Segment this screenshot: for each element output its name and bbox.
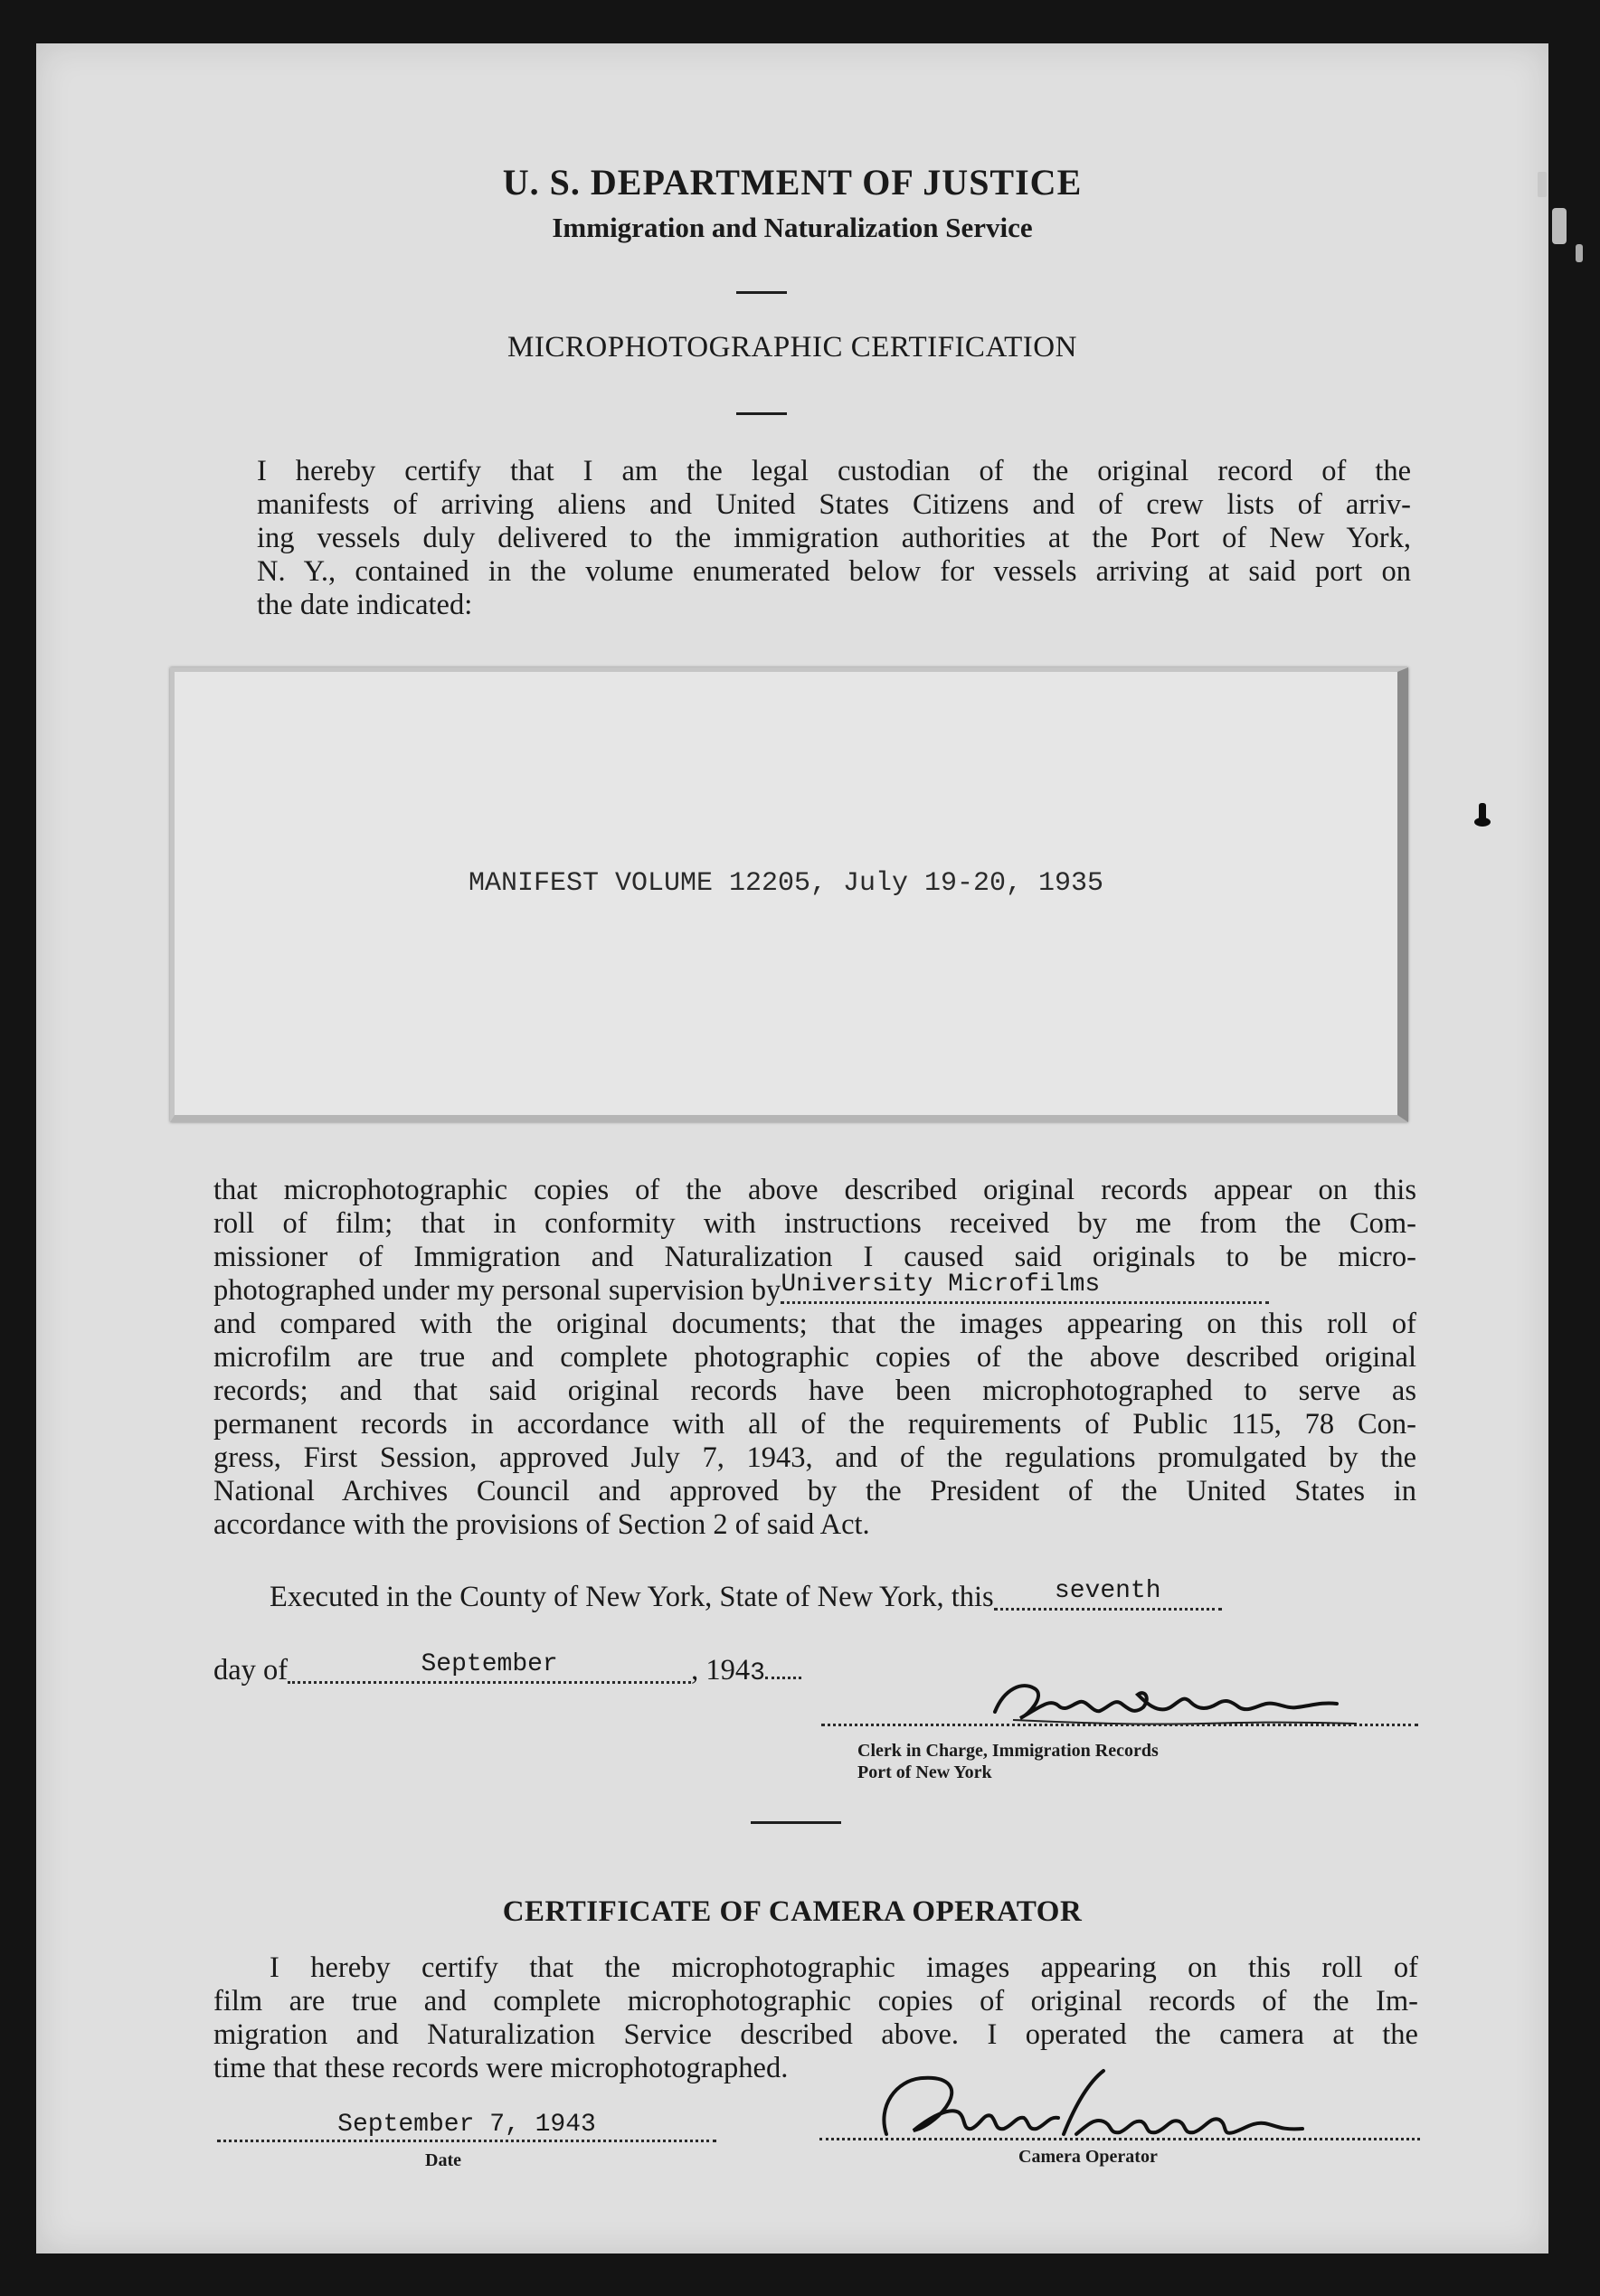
scan-speck — [1474, 817, 1491, 827]
executed-day: seventh — [1054, 1577, 1161, 1605]
year-dots — [765, 1649, 801, 1679]
executed-month: September — [421, 1650, 558, 1678]
microfilm-company-field — [781, 1271, 1269, 1304]
date-field — [217, 2107, 716, 2142]
body-line: gress, First Session, approved July 7, 1943, and of the regulations promulgated by the — [213, 1441, 1416, 1474]
executed-line — [270, 1577, 1222, 1614]
intro-line: the date indicated: — [257, 589, 473, 621]
executed-month-field — [288, 1650, 691, 1684]
body-line: records; and that said original records have been microphotographed to serve as — [213, 1375, 1416, 1407]
microfilm-company: University Microfilms — [781, 1271, 1101, 1299]
intro-line: manifests of arriving aliens and United States Citizens and of crew lists of arriv- — [257, 488, 1411, 521]
scan-speck — [1576, 244, 1583, 262]
body-line: missioner of Immigration and Naturalization I caused said originals to be micro- — [213, 1241, 1416, 1273]
supervision-prefix: photographed under my personal supervision by — [213, 1274, 781, 1307]
scan-speck — [1538, 172, 1547, 197]
intro-line: I hereby certify that I am the legal custodian of the original record of the — [257, 455, 1411, 487]
certification-title: MICROPHOTOGRAPHIC CERTIFICATION — [507, 331, 1077, 364]
operator-line: time that these records were microphotographed. — [213, 2052, 789, 2084]
clerk-title — [857, 1740, 1159, 1783]
scan-speck — [1552, 208, 1567, 244]
service-subheading: Immigration and Naturalization Service — [552, 212, 1033, 243]
divider-rule — [736, 412, 787, 415]
intro-line: ing vessels duly delivered to the immigration authorities at the Port of New York, — [257, 522, 1411, 554]
body-line: National Archives Council and approved by the President of the United States in — [213, 1475, 1416, 1507]
supervision-line — [213, 1271, 1416, 1308]
divider-rule — [751, 1821, 841, 1824]
day-of-label: day of — [213, 1654, 289, 1687]
certificate-page — [36, 43, 1548, 2253]
clerk-signature-line — [821, 1724, 1418, 1726]
body-line: that microphotographic copies of the above described original records appear on this — [213, 1174, 1416, 1206]
certification-body — [213, 1174, 1416, 1542]
volume-insert-card — [170, 667, 1408, 1122]
clerk-title-line: Port of New York — [857, 1762, 992, 1782]
clerk-title-line: Clerk in Charge, Immigration Records — [857, 1741, 1159, 1761]
executed-day-field — [994, 1577, 1222, 1611]
day-of-line — [213, 1649, 801, 1687]
operator-line: I hereby certify that the microphotographic images appearing on this roll of — [270, 1951, 1418, 1984]
operator-line: film are true and complete microphotographic copies of original records of the Im- — [213, 1985, 1418, 2017]
intro-line: N. Y., contained in the volume enumerated below for vessels arriving at said port on — [257, 555, 1411, 588]
camera-operator-label: Camera Operator — [1018, 2147, 1158, 2167]
certification-date: September 7, 1943 — [337, 2111, 596, 2139]
executed-text: Executed in the County of New York, State of New York, this — [270, 1581, 994, 1613]
camera-operator-signature-line — [819, 2138, 1420, 2140]
operator-line: migration and Naturalization Service described above. I operated the camera at the — [213, 2018, 1418, 2051]
body-line: accordance with the provisions of Section 2 of said Act. — [213, 1508, 870, 1541]
divider-rule — [736, 291, 787, 294]
certification-intro — [201, 455, 1411, 622]
year-digit: 3 — [750, 1659, 765, 1687]
year-prefix: , 194 — [691, 1654, 751, 1687]
body-line: microfilm are true and complete photographic copies of the above described original — [213, 1341, 1416, 1374]
date-label: Date — [425, 2150, 461, 2170]
camera-operator-title: CERTIFICATE OF CAMERA OPERATOR — [502, 1895, 1083, 1928]
department-heading: U. S. DEPARTMENT OF JUSTICE — [502, 162, 1083, 203]
body-line: roll of film; that in conformity with instructions received by me from the Com- — [213, 1207, 1416, 1240]
manifest-volume-entry: MANIFEST VOLUME 12205, July 19-20, 1935 — [468, 868, 1104, 899]
body-line: permanent records in accordance with all of the requirements of Public 115, 78 Con- — [213, 1408, 1416, 1441]
body-line: and compared with the original documents; that the images appearing on this roll of — [213, 1308, 1416, 1340]
